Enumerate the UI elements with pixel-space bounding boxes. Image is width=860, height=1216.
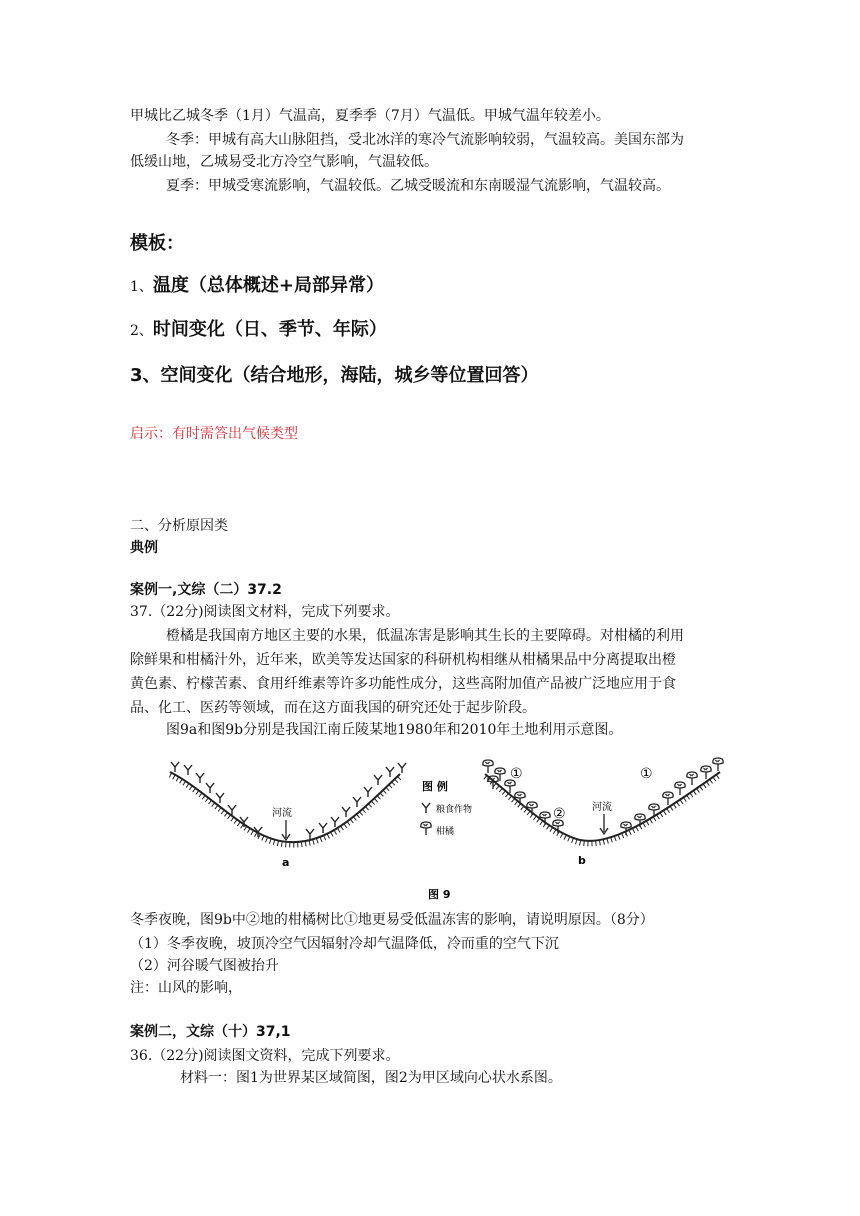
profile-b: [483, 758, 723, 867]
section2-title: 二、分析原因类: [130, 518, 228, 534]
case1-answer-1: （1）冬季夜晚，坡顶冷空气因辐射冷却气温降低，冷而重的空气下沉: [130, 936, 559, 952]
legend-orange-label: 柑橘: [436, 827, 455, 837]
template-item-3: [130, 364, 539, 388]
intro-line-4: 夏季：甲城受寒流影响，气温较低。乙城受暖流和东南暖湿气流影响，气温较高。: [166, 178, 670, 194]
section2-subtitle: 典例: [130, 540, 158, 556]
template-item-2: [130, 318, 387, 343]
profile-a-label: a: [282, 856, 290, 869]
case1-para-1: 橙橘是我国南方地区主要的水果，低温冻害是影响其生长的主要障碍。对柑橘的利用: [166, 628, 684, 644]
river-a-arrow-icon: [282, 820, 290, 840]
mark-1-right: ①: [640, 766, 653, 782]
case1-answer-2: （2）河谷暖气图被抬升: [130, 958, 279, 974]
river-b-arrow-icon: [600, 814, 608, 834]
legend-crop-label: 粮食作物: [436, 805, 473, 815]
template-item-3-num: 3、: [130, 365, 161, 386]
case2-title: 案例二，文综（十）37,1: [130, 1024, 291, 1040]
legend-orange-icon: [421, 822, 431, 835]
case1-para-2: 除鲜果和柑橘汁外，近年来，欧美等发达国家的科研机构相继从柑橘果品中分离提取出橙: [130, 652, 676, 668]
template-item-1: [130, 274, 384, 299]
case1-question: 冬季夜晚，图9b中②地的柑橘树比①地更易受低温冻害的影响，请说明原因。（8分）: [130, 912, 654, 928]
case1-note: 注：山风的影响，: [130, 980, 242, 996]
river-a-label: 河流: [272, 808, 292, 819]
river-b-label: 河流: [592, 802, 612, 813]
profile-b-label: b: [578, 854, 586, 867]
template-title: 模板：: [130, 233, 184, 254]
legend-crop-icon: [422, 803, 430, 813]
template-hint: 启示：有时需答出气候类型: [130, 426, 298, 442]
template-item-3-text: 空间变化（结合地形，海陆，城乡等位置回答）: [160, 365, 539, 386]
case1-title: 案例一,文综（二）37.2: [130, 582, 282, 598]
land-use-figure: [160, 752, 730, 902]
legend-title: 图 例: [422, 780, 448, 793]
figure-caption: 图 9: [428, 888, 451, 901]
legend: [421, 779, 472, 837]
intro-line-3: 低缓山地，乙城易受北方冷空气影响，气温较低。: [130, 154, 438, 170]
intro-line-1: 甲城比乙城冬季（1月）气温高，夏季季（7月）气温低。甲城气温年较差小。: [130, 108, 610, 124]
template-item-2-num: 2、: [130, 323, 153, 339]
case1-para-5: 图9a和图9b分别是我国江南丘陵某地1980年和2010年土地利用示意图。: [166, 722, 623, 738]
mark-1-left: ①: [510, 766, 523, 782]
case2-material-1: 材料一：图1为世界某区域简图，图2为甲区域向心状水系图。: [180, 1070, 562, 1086]
case1-para-3: 黄色素、柠檬苦素、食用纤维素等许多功能性成分，这些高附加值产品被广泛地应用于食: [130, 676, 676, 692]
case1-question-head: 37.（22分)阅读图文材料，完成下列要求。: [130, 604, 400, 620]
template-item-1-num: 1、: [130, 279, 153, 295]
case2-question-head: 36.（22分)阅读图文资料，完成下列要求。: [130, 1048, 400, 1064]
template-item-1-text: 温度（总体概述+局部异常）: [152, 275, 385, 296]
profile-a: [170, 762, 406, 869]
mark-2: ②: [553, 806, 566, 822]
intro-line-2: 冬季：甲城有高大山脉阻挡，受北冰洋的寒冷气流影响较弱，气温较高。美国东部为: [166, 132, 684, 148]
template-item-2-text: 时间变化（日、季节、年际）: [152, 319, 387, 340]
case1-para-4: 品、化工、医药等领域，而在这方面我国的研究还处于起步阶段。: [130, 700, 536, 716]
